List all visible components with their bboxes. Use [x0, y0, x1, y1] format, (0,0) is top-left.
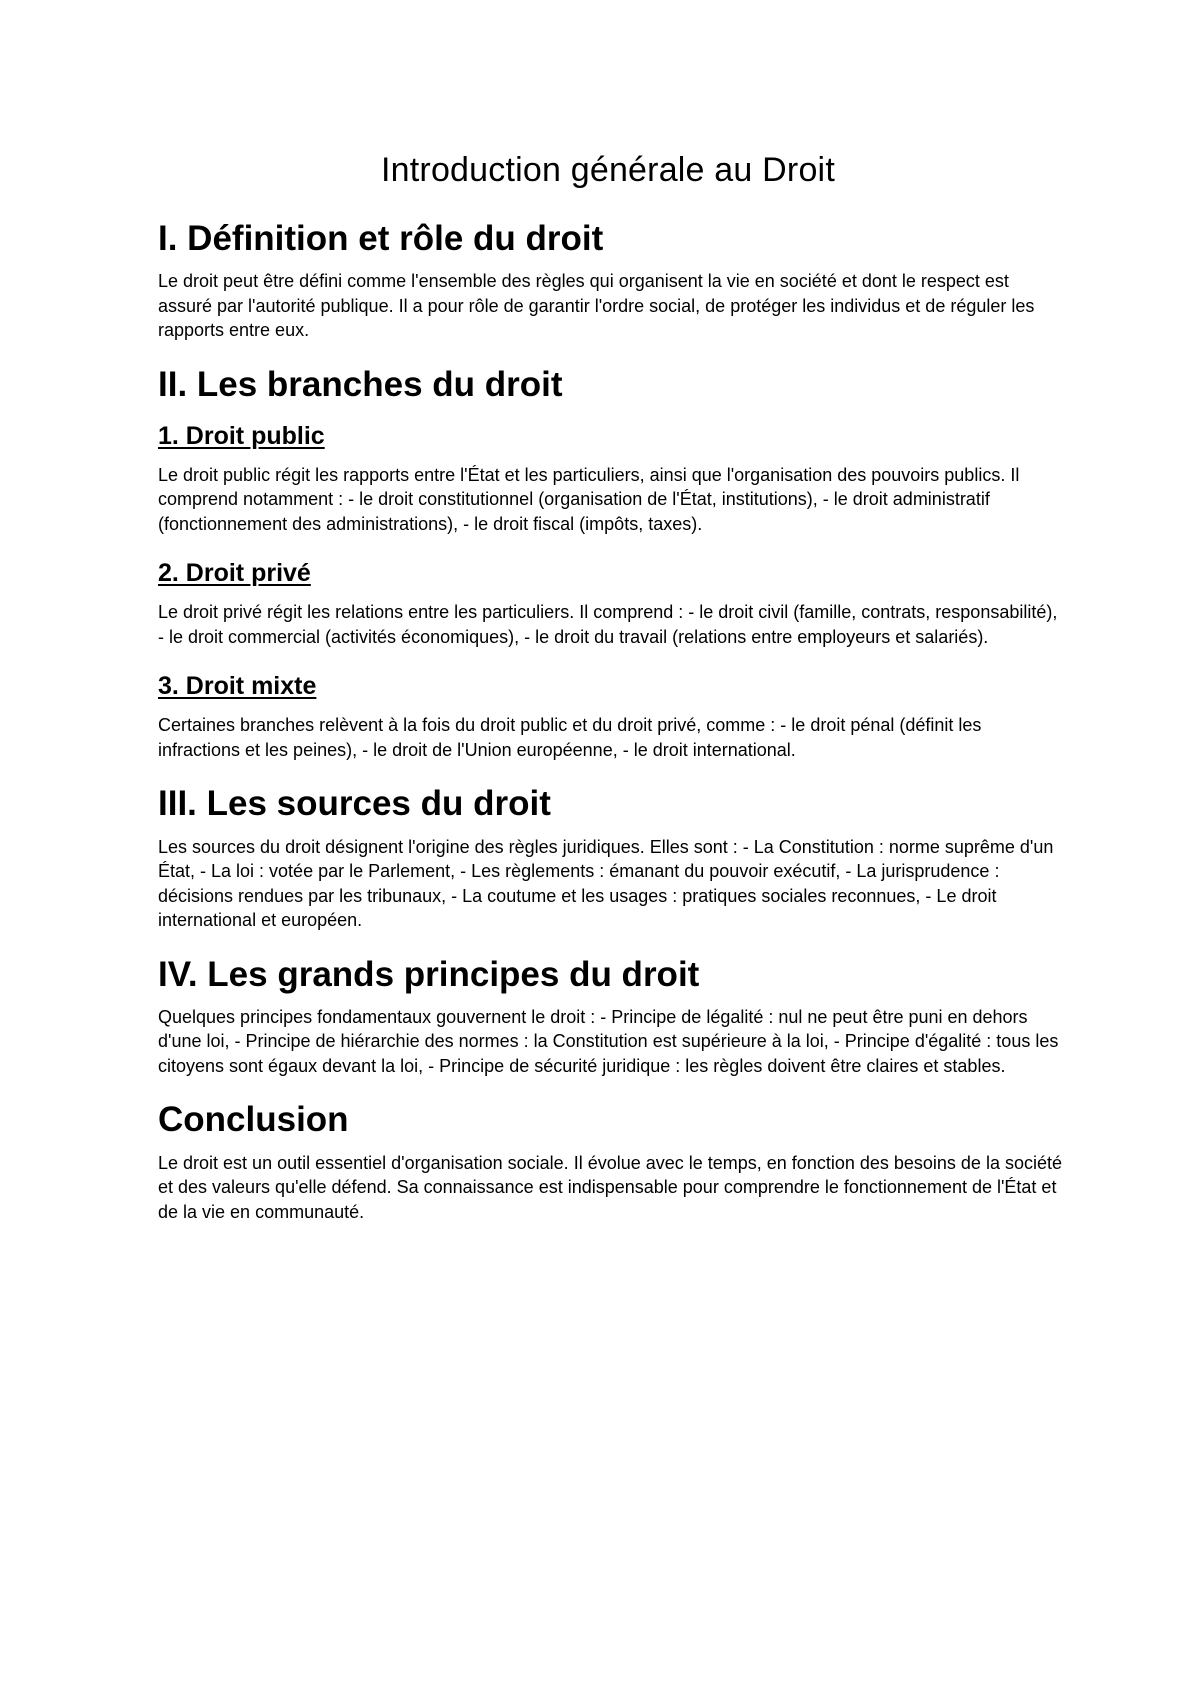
section-heading-conclusion: Conclusion: [158, 1100, 349, 1140]
subsection-body-droit-public: Le droit public régit les rapports entre l'État et les particuliers, ainsi que l'organisation des pouvoirs publics. Il comprend notamment : - le droit constitutionnel (organisation de l'État, institutions), - le droit administratif (fonctionnement des administrations), - le droit fiscal (impôts, taxes).: [158, 464, 1020, 534]
section-heading-definition: I. Définition et rôle du droit: [158, 218, 604, 258]
section-body-conclusion: Le droit est un outil essentiel d'organisation sociale. Il évolue avec le temps, en fonction des besoins de la société et des valeurs qu'elle défend. Sa connaissance est indispensable pour comprendre le fonctionnement de l'État et de la vie en communauté.: [158, 1152, 1062, 1222]
section-heading-branches: II. Les branches du droit: [158, 364, 563, 404]
section-heading-principes: IV. Les grands principes du droit: [158, 954, 700, 994]
section-heading-sources: III. Les sources du droit: [158, 784, 551, 824]
subsection-heading-droit-public: 1. Droit public: [158, 421, 325, 450]
section-body-principes: Quelques principes fondamentaux gouvernent le droit : - Principe de légalité : nul ne peut être puni en dehors d'une loi, - Principe de hiérarchie des normes : la Constitution est supérieure à la loi, - Principe d'égalité : tous les citoyens sont égaux devant la loi, - Principe de sécurité juridique : les règles doivent être claires et stables.: [158, 1006, 1059, 1076]
document-title: Introduction générale au Droit: [381, 151, 835, 189]
section-body-definition: Le droit peut être défini comme l'ensemble des règles qui organisent la vie en société et dont le respect est assuré par l'autorité publique. Il a pour rôle de garantir l'ordre social, de protéger les individus et de réguler les rapports entre eux.: [158, 271, 1035, 341]
subsection-heading-droit-prive: 2. Droit privé: [158, 559, 311, 588]
subsection-body-droit-mixte: Certaines branches relèvent à la fois du droit public et du droit privé, comme : - le droit pénal (définit les infractions et les peines), - le droit de l'Union européenne, - le droit international.: [158, 715, 982, 760]
document-page: [158, 150, 1062, 1246]
section-body-sources: Les sources du droit désignent l'origine des règles juridiques. Elles sont : - La Constitution : norme suprême d'un État, - La loi : votée par le Parlement, - Les règlements : émanant du pouvoir exécutif, - La jurisprudence : décisions rendues par les tribunaux, - La coutume et les usages : pratiques sociales reconnues, - Le droit international et européen.: [158, 836, 1054, 931]
subsection-heading-droit-mixte: 3. Droit mixte: [158, 672, 317, 701]
subsection-body-droit-prive: Le droit privé régit les relations entre les particuliers. Il comprend : - le droit civil (famille, contrats, responsabilité), - le droit commercial (activités économiques), - le droit du travail (relations entre employeurs et salariés).: [158, 602, 1058, 647]
